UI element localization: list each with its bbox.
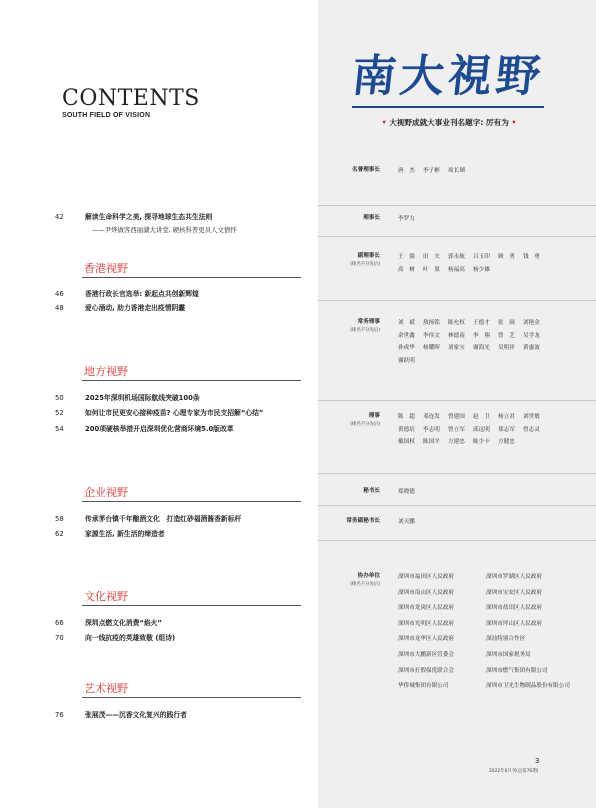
toc-page-number: 42	[55, 213, 64, 221]
directory-member-name: 黄德培	[398, 426, 415, 433]
directory-member-name: 陈 超	[398, 414, 415, 420]
tagline-bullet-icon: •	[381, 118, 387, 127]
toc-entry-title: 深圳点燃文化消费“焰火”	[85, 619, 162, 627]
toc-page-number: 48	[55, 304, 64, 312]
organizer-name: 深圳市龙华区人民政府	[398, 636, 454, 643]
organizer-name: 深圳市福田区人民政府	[398, 574, 454, 580]
directory-member-name: 曾志灵	[523, 426, 540, 433]
organizer-name: 深圳市打假保优联合会	[398, 667, 454, 674]
organizer-name: 深圳市南山区人民政府	[398, 589, 454, 596]
directory-member-name: 刘家宝	[448, 345, 465, 351]
directory-role-label: 名誉理事长	[352, 167, 380, 173]
directory-role-note: (排名不分先后)	[350, 328, 380, 333]
directory-divider	[318, 400, 596, 401]
directory-role-label: 常务理事	[357, 319, 380, 325]
organizer-name: 深圳市卫光生物制品股份有限公司	[486, 683, 570, 690]
organizer-name: 深圳市罗湖区人民政府	[486, 574, 542, 580]
directory-divider	[318, 236, 596, 237]
co-organizers-label: 协办单位	[357, 573, 380, 579]
section-divider	[82, 697, 301, 698]
toc-page-number: 50	[55, 394, 64, 402]
toc-entry-title: 家源生活, 新生活的缔造者	[85, 530, 165, 538]
directory-member-name: 杨少雄	[473, 266, 490, 273]
directory-member-name: 曾 艺	[498, 332, 515, 339]
directory-member-name: 吴明祥	[498, 345, 515, 351]
logo-char: 野	[493, 51, 543, 102]
directory-member-name: 邓连发	[423, 414, 440, 420]
directory-member-name: 陈少卡	[473, 439, 490, 445]
organizer-name: 深圳市国家税务局	[486, 652, 531, 658]
directory-member-name: 王德才	[473, 320, 490, 326]
organizer-name: 深圳市盐田区人民政府	[486, 605, 542, 612]
toc-page-number: 52	[55, 409, 64, 417]
organizer-name: 深圳市宝安区人民政府	[486, 589, 542, 596]
section-title-art: 艺术视野	[84, 682, 128, 695]
toc-entry-title: 200项硬核举措开启深圳优化营商环境5.0版改革	[85, 425, 234, 433]
directory-member-name: 孙成华	[398, 345, 415, 351]
directory-member-name: 刘艳金	[523, 320, 540, 326]
directory-member-name: 顾 勇	[498, 254, 515, 260]
directory-member-name: 郑晓德	[398, 489, 415, 495]
directory-member-name: 李罗力	[398, 216, 415, 222]
toc-entry-title: 张展茂——沉香文化复兴的践行者	[85, 711, 187, 719]
page-number: 3	[535, 757, 540, 765]
toc-entry-title: 2025年深圳机场国际航线突破100条	[85, 394, 200, 402]
directory-member-name: 陈国平	[423, 439, 440, 445]
section-divider	[82, 277, 301, 278]
organizer-name: 深汕特别合作区	[486, 636, 526, 643]
section-title-local: 地方视野	[84, 365, 128, 378]
directory-role-note: (排名不分先后)	[350, 262, 380, 267]
co-organizers-note: (排名不分先后)	[350, 582, 380, 587]
contents-title: CONTENTS	[62, 86, 200, 111]
directory-member-name: 黄惠波	[523, 345, 540, 351]
directory-divider	[318, 505, 596, 506]
directory-member-name: 刘世敏	[523, 414, 540, 420]
section-divider	[82, 380, 301, 381]
directory-member-name: 李志明	[423, 426, 440, 433]
section-title-culture: 文化视野	[84, 590, 128, 603]
directory-member-name: 赵 卫	[473, 414, 490, 420]
directory-member-name: 陈允权	[448, 320, 465, 326]
directory-member-name: 杨立君	[498, 414, 515, 420]
masthead-tagline	[334, 117, 564, 128]
directory-member-name: 吕玉印	[473, 254, 490, 260]
directory-member-name: 唐 杰	[398, 168, 415, 174]
organizer-name: 深圳市大鹏新区管委会	[398, 652, 454, 658]
directory-member-name: 余世鑫	[398, 332, 415, 339]
directory-member-name: 谢海光	[473, 345, 490, 351]
directory-divider	[318, 205, 596, 206]
tagline-text: 大视野成就大事业刊名题字: 厉有为	[389, 118, 509, 127]
directory-role-label: 副理事长	[357, 253, 380, 259]
toc-entry-title: 香港行政长官选举: 新起点共创新辉煌	[85, 290, 199, 298]
directory-member-name: 敖扬铭	[423, 320, 440, 326]
section-divider	[82, 501, 301, 502]
section-divider	[82, 605, 301, 606]
toc-page-number: 46	[55, 290, 64, 298]
toc-page-number: 58	[55, 515, 64, 523]
directory-member-name: 方健忠	[498, 439, 515, 445]
directory-divider	[318, 300, 596, 301]
toc-page-number: 76	[55, 711, 64, 719]
magazine-logo	[349, 48, 544, 106]
directory-member-name: 曾建国	[448, 414, 465, 420]
directory-member-name: 曾立军	[448, 426, 465, 433]
issue-info: 2022年6月刊(总第76期)	[489, 769, 539, 774]
directory-member-name: 田 夫	[423, 254, 440, 260]
toc-entry-title: 向一线抗疫的英雄致敬 (组诗)	[85, 634, 176, 642]
tagline-bullet-icon: •	[511, 118, 517, 127]
toc-entry-title: 爱心涌动, 助力香港走出疫情阴霾	[85, 304, 186, 312]
organizer-name: 深圳市龙岗区人民政府	[398, 605, 454, 612]
directory-member-name: 叶 果	[423, 266, 440, 273]
toc-page-number: 66	[55, 619, 64, 627]
toc-page-number: 54	[55, 425, 64, 433]
toc-entry-title: 解读生命科学之美, 探寻地球生态共生法则	[85, 213, 213, 221]
directory-member-name: 高 树	[398, 266, 415, 273]
directory-divider	[318, 540, 596, 541]
logo-underline	[352, 106, 544, 108]
section-title-hongkong: 香港视野	[84, 262, 128, 275]
directory-member-name: 张 闽	[498, 320, 515, 326]
directory-role-note: (排名不分先后)	[350, 422, 380, 427]
directory-role-label: 理事长	[363, 215, 380, 221]
directory-member-name: 邱远明	[473, 426, 490, 433]
directory-member-name: 杨福高	[448, 266, 465, 273]
directory-role-label: 理事	[368, 413, 380, 419]
directory-member-name: 林德南	[448, 332, 465, 339]
directory-member-name: 杨耀晖	[423, 345, 440, 351]
directory-member-name: 李 翔	[473, 332, 490, 339]
toc-entry-title: 传承茅台镇千年酿酒文化 打造红砂福酒酱香新标杆	[85, 515, 242, 523]
directory-member-name: 李伟文	[423, 332, 440, 339]
directory-member-name: 刘 斌	[398, 320, 415, 326]
section-title-enterprise: 企业视野	[84, 486, 128, 499]
logo-char: 大	[397, 51, 447, 102]
toc-page-number: 62	[55, 530, 64, 538]
toc-entry-title: 如何让市民更安心接种疫苗? 心理专家为市民支招解“心结”	[85, 409, 264, 417]
organizer-name: 深圳市坪山区人民政府	[486, 620, 542, 627]
directory-member-name: 吴学龙	[523, 332, 540, 339]
directory-divider	[318, 473, 596, 474]
directory-member-name: 戴国权	[398, 439, 415, 445]
directory-role-label: 秘书长	[363, 488, 380, 494]
directory-member-name: 谢跃明	[398, 357, 415, 364]
organizer-name: 华侨城集团有限公司	[398, 683, 449, 690]
toc-entry-subtitle: ——尹烨做客西丽湖大讲堂, 硬核科普更具人文情怀	[92, 226, 237, 234]
logo-char: 視	[445, 51, 495, 102]
directory-role-label: 常务副秘书长	[346, 518, 380, 524]
contents-subtitle: SOUTH FIELD OF VISION	[62, 112, 151, 119]
toc-page-number: 70	[55, 634, 64, 642]
directory-member-name: 郑志军	[498, 426, 515, 433]
organizer-name: 深圳市光明区人民政府	[398, 620, 454, 627]
directory-member-name: 周长瑚	[448, 168, 465, 174]
directory-member-name: 刘天鹏	[398, 519, 415, 525]
directory-member-name: 方建忠	[448, 439, 465, 445]
directory-member-name: 李子彬	[423, 168, 440, 174]
organizer-name: 深圳市燃气集团有限公司	[486, 667, 548, 674]
directory-member-name: 王 强	[398, 254, 415, 260]
directory-member-name: 郭永航	[448, 254, 465, 260]
directory-member-name: 钱 勇	[523, 254, 540, 260]
logo-char: 南	[349, 51, 399, 102]
